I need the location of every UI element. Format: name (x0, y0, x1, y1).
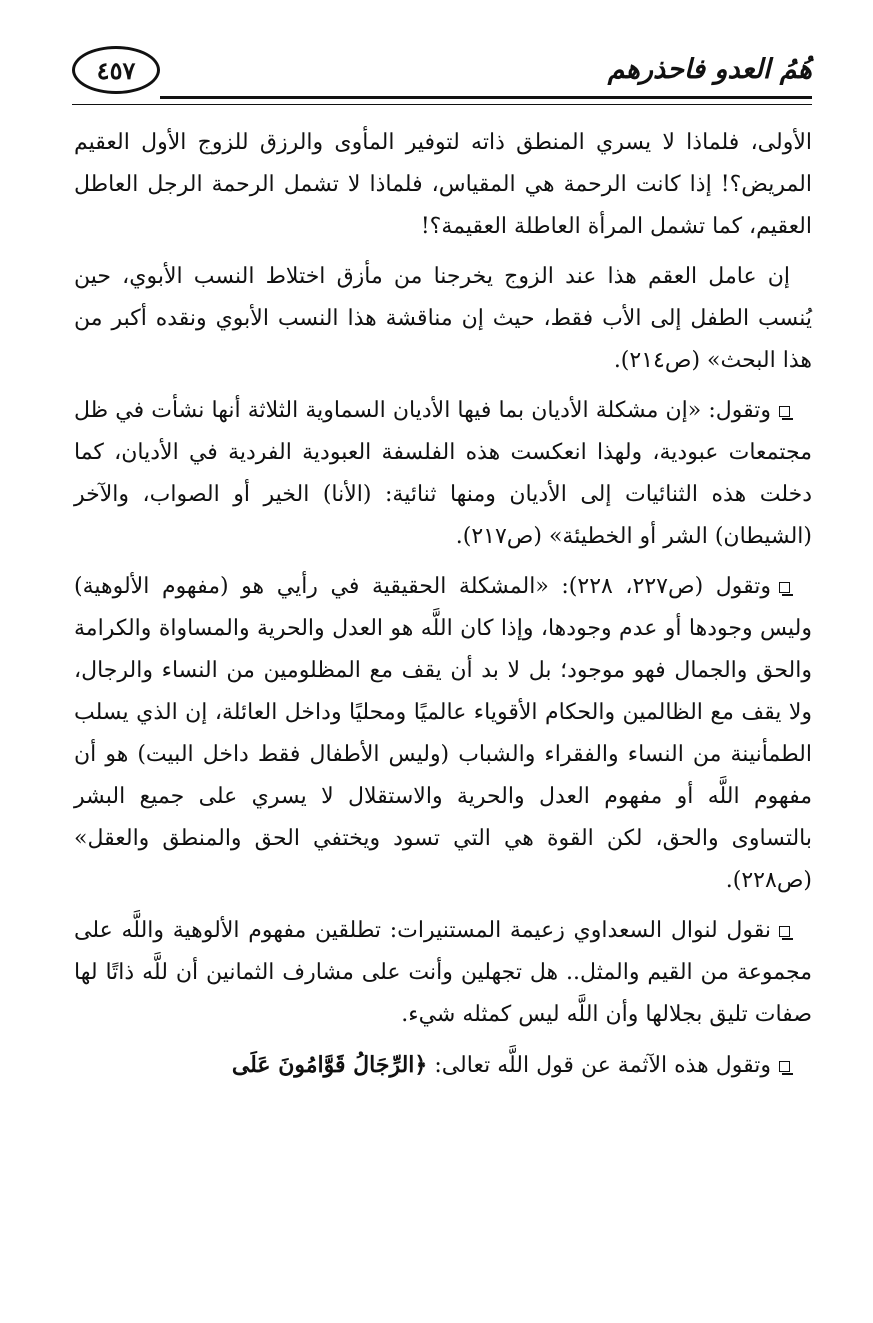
bulleted-paragraph (74, 1044, 812, 1087)
paragraph-text: نقول لنوال السعداوي زعيمة المستنيرات: تطلقين مفهوم الألوهية واللَّه على مجموعة من القيم والمثل.. هل تجهلين وأنت على مشارف الثمانين أن للَّه ذاتًا لها صفات تليق بجلالها وأن اللَّه ليس كمثله شيء. (74, 918, 812, 1027)
paragraph (74, 256, 812, 382)
bulleted-paragraph (74, 566, 812, 902)
square-bullet-icon (779, 926, 790, 937)
bulleted-paragraph (74, 910, 812, 1036)
square-bullet-icon (779, 582, 790, 593)
square-bullet-icon (779, 1061, 790, 1072)
paragraph (74, 122, 812, 248)
paragraph-text: وتقول (ص٢٢٧، ٢٢٨): «المشكلة الحقيقية في رأيي هو (مفهوم الألوهية) وليس وجودها أو عدم وجودها، وإذا كان اللَّه هو العدل والحرية والمساواة والكرامة والحق والجمال فهو موجود؛ بل لا بد أن يقف مع المظلومين من النساء والرجال، ولا يقف مع الظالمين والحكام الأقوياء عالميًا ومحليًا وداخل العائلة، إن الذي يسلب الطمأنينة من النساء والفقراء والشباب (وليس الأطفال فقط داخل البيت) هو أن مفهوم اللَّه أو مفهوم العدل والحرية والاستقلال لا يسري على جميع البشر بالتساوى والحق، لكن القوة هي التي تسود ويختفي الحق والمنطق والعقل» (ص٢٢٨). (74, 574, 812, 893)
bulleted-paragraph (74, 390, 812, 558)
square-bullet-icon (779, 406, 790, 417)
paragraph-text: وتقول: «إن مشكلة الأديان بما فيها الأديان السماوية الثلاثة أنها نشأت في ظل مجتمعات عبودية، ولهذا انعكست هذه الفلسفة العبودية الفردية في الأديان، كما دخلت هذه الثنائيات إلى الأديان ومنها ثنائية: (الأنا) الخير أو الصواب، والآخر (الشيطان) الشر أو الخطيئة» (ص٢١٧). (74, 398, 812, 549)
page-number-badge (72, 46, 160, 94)
page-header (72, 42, 812, 114)
page-number: ٤٥٧ (96, 55, 136, 85)
paragraph-text: وتقول هذه الآثمة عن قول اللَّه تعالى: (434, 1053, 771, 1078)
header-rule-thick (160, 96, 812, 99)
header-rule-thin (72, 104, 812, 105)
quran-verse: ﴿الرِّجَالُ قَوَّامُونَ عَلَى (231, 1052, 428, 1078)
running-title: هُمُ العدو فاحذرهم (607, 54, 812, 85)
body-text (74, 122, 812, 1095)
paragraph-text: الأولى، فلماذا لا يسري المنطق ذاته لتوفير المأوى والرزق للزوج الأول العقيم المريض؟! إذا كانت الرحمة هي المقياس، فلماذا لا تشمل الرحمة الرجل العاطل العقيم، كما تشمل المرأة العاطلة العقيمة؟! (74, 130, 812, 239)
paragraph-text: إن عامل العقم هذا عند الزوج يخرجنا من مأزق اختلاط النسب الأبوي، حين يُنسب الطفل إلى الأب فقط، حيث إن مناقشة هذا النسب الأبوي ونقده أكبر من هذا البحث» (ص٢١٤). (74, 264, 812, 373)
